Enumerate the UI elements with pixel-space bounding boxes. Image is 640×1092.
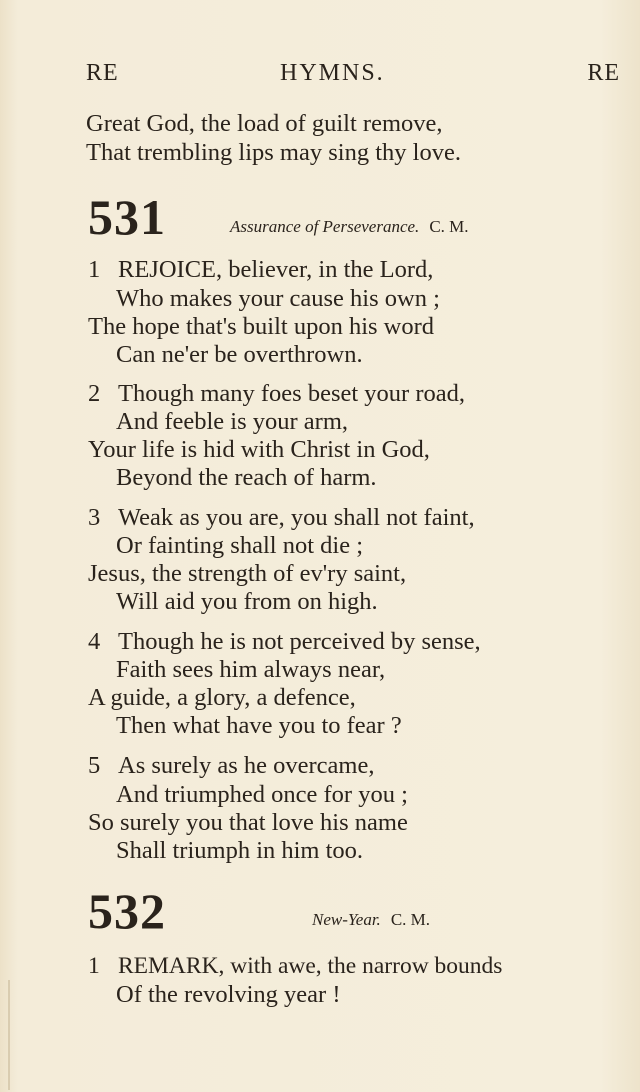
verse-line: So surely you that love his name bbox=[88, 809, 408, 836]
verse-line: 5 As surely as he overcame, bbox=[88, 752, 375, 779]
verse-line: Shall triumph in him too. bbox=[116, 837, 364, 864]
verse-line: Beyond the reach of harm. bbox=[116, 464, 377, 491]
hymn-number: 532 bbox=[88, 883, 166, 939]
verse-line: A guide, a glory, a defence, bbox=[88, 684, 356, 711]
verse-line: Faith sees him always near, bbox=[116, 656, 386, 683]
verse-line: 3 Weak as you are, you shall not faint, bbox=[88, 504, 475, 531]
verse-line: The hope that's built upon his word bbox=[88, 313, 435, 340]
hymn-title bbox=[230, 216, 469, 238]
verse-line: 2 Though many foes beset your road, bbox=[88, 380, 465, 407]
verse-line: Your life is hid with Christ in God, bbox=[88, 436, 430, 463]
header-left-catchword: RE bbox=[86, 60, 119, 86]
verse-number: 1 bbox=[88, 256, 101, 283]
running-header bbox=[86, 60, 620, 92]
prev-hymn-line: That trembling lips may sing thy love. bbox=[86, 139, 461, 166]
verse-line: Who makes your cause his own ; bbox=[116, 285, 440, 312]
prev-hymn-line: Great God, the load of guilt remove, bbox=[86, 110, 443, 137]
verse-line: Or fainting shall not die ; bbox=[116, 532, 363, 559]
verse-line: Will aid you from on high. bbox=[116, 588, 378, 615]
hymn-meter: C. M. bbox=[429, 217, 469, 236]
header-right-catchword: RE bbox=[587, 60, 620, 86]
page-edge-mark bbox=[8, 980, 10, 1090]
verse-line: And feeble is your arm, bbox=[116, 408, 348, 435]
verse-line: 4 Though he is not perceived by sense, bbox=[88, 628, 481, 655]
verse-line: 1 REJOICE, believer, in the Lord, bbox=[88, 256, 434, 283]
verse-line: Of the revolving year ! bbox=[116, 981, 341, 1008]
verse-number: 3 bbox=[88, 504, 101, 531]
verse-line: Jesus, the strength of ev'ry saint, bbox=[88, 560, 407, 587]
verse-line: 1 REMARK, with awe, the narrow bounds bbox=[88, 953, 503, 979]
verse-number: 5 bbox=[88, 752, 101, 779]
header-title: HYMNS. bbox=[280, 60, 385, 86]
hymn-title-text: Assurance of Perseverance. bbox=[230, 217, 420, 236]
hymn-number: 531 bbox=[88, 189, 166, 245]
verse-line: Can ne'er be overthrown. bbox=[116, 341, 363, 368]
hymn-title bbox=[312, 909, 430, 931]
hymn-meter: C. M. bbox=[390, 910, 431, 929]
verse-line: Then what have you to fear ? bbox=[116, 712, 402, 739]
hymn-title-text: New-Year. bbox=[312, 910, 381, 929]
verse-number: 1 bbox=[88, 953, 100, 979]
verse-line: And triumphed once for you ; bbox=[116, 781, 408, 808]
verse-number: 2 bbox=[88, 380, 101, 407]
verse-number: 4 bbox=[88, 628, 101, 655]
